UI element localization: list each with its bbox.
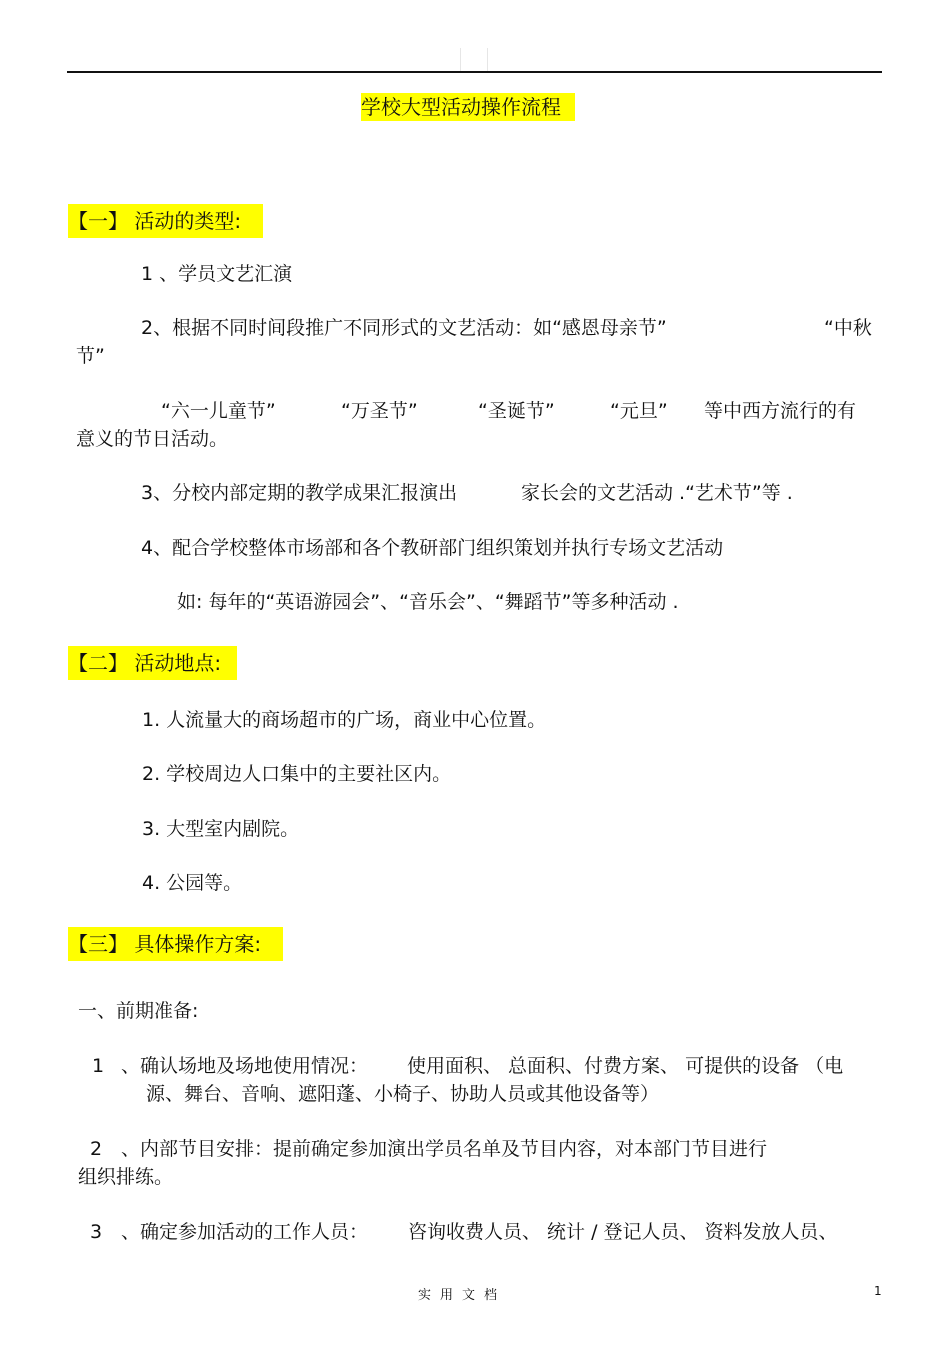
section-1-item-4-part-2: 家长会的文艺活动 .“艺术节”等 .: [521, 482, 793, 504]
section-1-item-2-line-2: 节”: [76, 345, 105, 367]
section-1-item-3-tail: 等中西方流行的有: [704, 400, 857, 422]
section-3-step-1-line-2: 源、舞台、音响、遮阳蓬、小椅子、协助人员或其他设备等）: [146, 1083, 660, 1105]
header-tick-right: [487, 48, 488, 71]
section-1-item-3-line-2: 意义的节日活动。: [76, 428, 229, 450]
section-3-heading: 【三】 具体操作方案:: [68, 927, 283, 961]
section-1-item-3-festival-4: “元旦”: [610, 400, 668, 422]
section-3-step-1-label: 、确认场地及场地使用情况：: [121, 1055, 369, 1077]
section-1-heading: 【一】 活动的类型:: [68, 204, 263, 238]
header-tick-left: [460, 48, 461, 71]
section-1-item-4-part-1: 3、分校内部定期的教学成果汇报演出: [141, 482, 458, 504]
page-footer: 实用文档: [418, 1288, 507, 1303]
section-2-item-4: 4. 公园等。: [142, 872, 243, 894]
section-2-item-2: 2. 学校周边人口集中的主要社区内。: [142, 763, 452, 785]
section-3-subheading: 一、前期准备:: [78, 1000, 199, 1022]
section-1-item-5: 4、配合学校整体市场部和各个教研部门组织策划并执行专场文艺活动: [141, 537, 724, 559]
section-3-step-2-label: 、内部节目安排：提前确定参加演出学员名单及节目内容，对本部门节目进行: [121, 1138, 768, 1160]
section-1-item-2-tail: “中秋: [824, 317, 872, 339]
section-3-step-1-detail: 使用面积、 总面积、付费方案、 可提供的设备 （电: [407, 1055, 844, 1077]
section-3-step-1-number: 1: [92, 1055, 105, 1077]
page-number: 1: [874, 1284, 882, 1298]
section-3-step-3-label: 、确定参加活动的工作人员：: [121, 1221, 369, 1243]
section-3-step-2-line-2: 组织排练。: [78, 1166, 174, 1188]
document-title: 学校大型活动操作流程: [361, 93, 575, 121]
section-2-item-1: 1. 人流量大的商场超市的广场，商业中心位置。: [142, 709, 547, 731]
section-3-step-3-detail: 咨询收费人员、 统计 / 登记人员、 资料发放人员、: [408, 1221, 838, 1243]
section-1-item-1: 1 、学员文艺汇演: [141, 263, 293, 285]
header-rule: [67, 71, 882, 73]
section-1-item-3-festival-1: “六一儿童节”: [161, 400, 276, 422]
section-3-step-2-number: 2: [90, 1138, 103, 1160]
section-1-item-2-line-1: 2、根据不同时间段推广不同形式的文艺活动：如“感恩母亲节”: [141, 317, 667, 339]
section-3-step-3-number: 3: [90, 1221, 103, 1243]
section-1-item-6: 如: 每年的“英语游园会”、“音乐会”、“舞蹈节”等多种活动 .: [177, 591, 679, 613]
section-2-item-3: 3. 大型室内剧院。: [142, 818, 300, 840]
section-2-heading: 【二】 活动地点:: [68, 646, 237, 680]
section-1-item-3-festival-2: “万圣节”: [341, 400, 418, 422]
section-1-item-3-festival-3: “圣诞节”: [478, 400, 555, 422]
